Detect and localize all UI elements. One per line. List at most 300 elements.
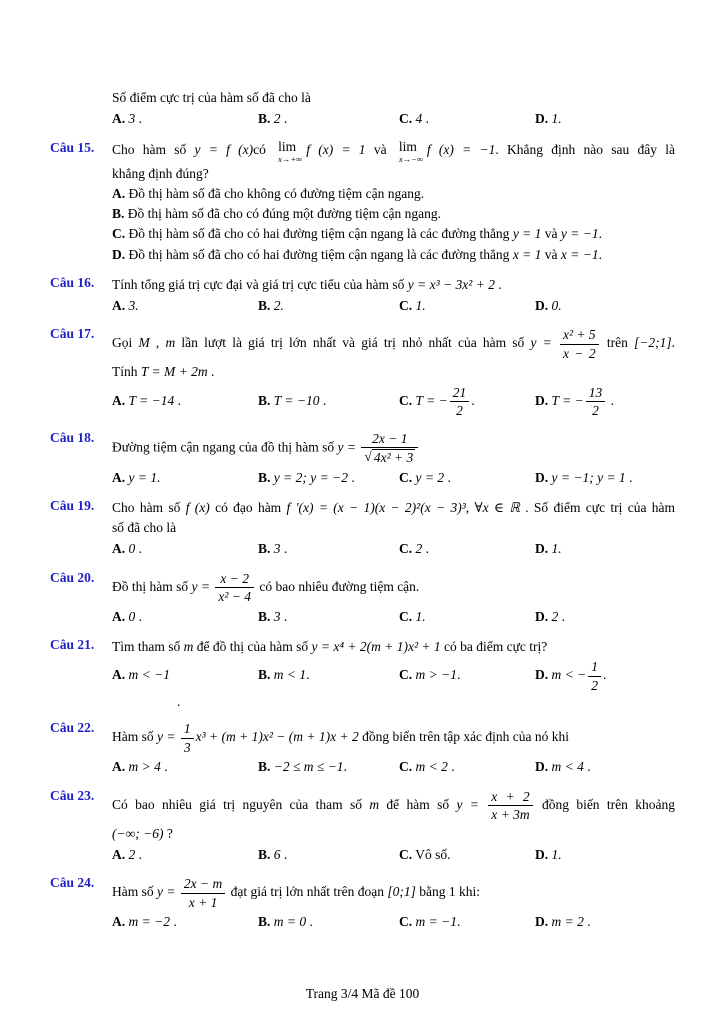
option-A	[112, 184, 675, 204]
option-letter: B.	[258, 759, 271, 775]
math-run: m	[183, 638, 194, 654]
denominator	[560, 345, 599, 362]
math-run: 0	[128, 608, 136, 624]
math-run: y =	[157, 884, 179, 900]
math-run: M	[138, 335, 150, 351]
math-run: x = −1	[560, 246, 599, 262]
math-run: x² − 4	[218, 589, 252, 605]
math-run: 2	[591, 677, 598, 693]
option-D	[535, 296, 675, 316]
text-run: đồng biến trên tập xác định của nó khi	[358, 729, 570, 745]
denominator	[181, 894, 225, 911]
option-D	[535, 757, 675, 777]
option-letter: C.	[399, 667, 413, 683]
option-B	[258, 539, 399, 559]
math-run: y = x⁴ + 2(m + 1)x² + 1	[311, 638, 441, 654]
math-run: 0	[128, 541, 136, 557]
option-letter: D.	[535, 541, 549, 557]
math-run: 13	[588, 384, 603, 400]
option-C	[399, 665, 535, 685]
text-run: .	[558, 608, 565, 624]
page-footer: Trang 3/4 Mã đề 100	[305, 985, 420, 1001]
text-run: .	[280, 111, 288, 127]
math-run: m < −	[551, 667, 587, 683]
option-letter: B.	[112, 206, 125, 222]
question-text-line	[112, 362, 675, 382]
text-run: .	[319, 392, 327, 408]
math-run: 1.	[415, 298, 426, 314]
text-run: .	[471, 392, 475, 408]
math-run: 2	[273, 111, 281, 127]
denominator	[488, 806, 532, 823]
denominator	[450, 402, 470, 419]
fraction	[215, 571, 254, 605]
math-run: m > −1	[415, 667, 457, 683]
text-run: Đồ thị hàm số đã cho không có đường tiệm cận ngang.	[128, 185, 425, 201]
option-A	[112, 607, 258, 627]
question-number: Câu 16.	[50, 274, 95, 290]
text-run: .	[280, 847, 288, 862]
option-C	[399, 757, 535, 777]
option-letter: D.	[112, 246, 126, 262]
math-run: y = 2	[415, 469, 445, 485]
numerator	[450, 385, 470, 403]
question-text-line	[112, 518, 675, 538]
math-run: m = −2	[128, 914, 170, 930]
question-text-line	[112, 275, 675, 295]
math-run: y =	[456, 796, 487, 812]
math-run: 3	[128, 111, 136, 127]
question-text-line	[112, 498, 675, 518]
math-run: y = f (x)	[194, 141, 254, 157]
option-letter: D.	[535, 759, 549, 775]
option-C	[399, 539, 535, 559]
radicand	[372, 449, 415, 466]
math-run: y =	[337, 439, 360, 455]
option-D	[535, 658, 675, 694]
question-body	[112, 875, 675, 932]
numerator	[215, 571, 254, 589]
math-run: 1.	[551, 541, 562, 557]
options-row	[112, 757, 675, 777]
text-run: trên	[600, 335, 635, 351]
math-run: m > 4	[128, 759, 161, 775]
options-row	[112, 912, 675, 932]
option-C	[399, 468, 535, 488]
question-number: Câu 15.	[50, 139, 95, 155]
text-run: có bao nhiêu đường tiệm cận.	[256, 578, 420, 594]
text-run: đồng biến trên khoảng	[534, 796, 675, 812]
math-run: 2	[456, 403, 463, 419]
text-run: .	[135, 541, 142, 557]
math-run: 3	[183, 739, 191, 755]
text-run: .	[671, 335, 676, 351]
option-B	[112, 204, 675, 224]
option-letter: C.	[399, 608, 413, 624]
option-D	[535, 384, 675, 420]
math-run: 1.	[551, 111, 562, 127]
option-letter: A.	[112, 667, 126, 683]
text-run: .	[160, 759, 168, 775]
stray-text: .	[177, 694, 181, 710]
math-run: 1.	[415, 608, 426, 624]
math-run: x + 2	[491, 788, 530, 804]
text-run: để hàm số	[379, 796, 457, 812]
option-A	[112, 109, 258, 129]
text-run: .	[306, 667, 310, 683]
text-run: .	[444, 469, 451, 485]
math-run: T = −10	[273, 392, 320, 408]
limit-subscript: x→+∞	[278, 153, 303, 164]
option-letter: D.	[535, 914, 549, 930]
option-letter: C.	[112, 226, 126, 242]
option-letter: A.	[112, 392, 126, 408]
text-run: có	[253, 141, 275, 157]
fraction	[361, 431, 418, 466]
options-row	[112, 658, 675, 694]
math-run: 1	[183, 721, 191, 737]
text-run: lần lượt là giá trị lớn nhất và giá trị nhỏ nhất của hàm số	[175, 335, 531, 351]
option-letter: B.	[258, 667, 271, 683]
text-run: Đồ thị hàm số	[112, 578, 192, 594]
math-run: x² + 5	[562, 327, 596, 343]
radical-sign: √	[364, 449, 372, 465]
math-run: 0.	[551, 298, 562, 314]
option-letter: D.	[535, 847, 549, 862]
question-body	[112, 275, 675, 317]
question-q16	[50, 275, 675, 317]
math-run: f (x) = 1	[306, 141, 366, 157]
question-list	[50, 88, 675, 933]
option-letter: D.	[535, 298, 549, 314]
limit-word: lim	[278, 138, 297, 154]
limit-operator	[278, 140, 302, 164]
options-row	[112, 109, 675, 129]
question-q24	[50, 875, 675, 932]
math-run: x − 2	[220, 570, 249, 586]
math-run: f (x)	[185, 499, 210, 515]
text-run: và	[365, 141, 395, 157]
text-run: . Số điểm cực trị của hàm	[519, 499, 676, 515]
math-run: T = −14	[128, 392, 175, 408]
text-run: ?	[163, 825, 173, 841]
text-run: khẳng định đúng?	[112, 165, 209, 181]
math-run: 21	[452, 384, 467, 400]
text-run: Đồ thị hàm số đã cho có hai đường tiệm cận ngang là các đường thẳng	[128, 226, 513, 242]
fraction	[588, 659, 601, 693]
math-run: m < 1	[273, 667, 307, 683]
option-letter: C.	[399, 469, 413, 485]
question-q22	[50, 720, 675, 777]
option-A	[112, 757, 258, 777]
question-text-line	[112, 326, 675, 362]
text-run: Cho hàm số	[112, 141, 195, 157]
text-run: Tính	[112, 364, 141, 380]
text-run: .	[583, 914, 591, 930]
text-run: .	[343, 759, 347, 775]
options-row	[112, 468, 675, 488]
text-run: .	[207, 364, 215, 380]
text-run: và	[541, 246, 561, 262]
math-run: m = 0	[273, 914, 307, 930]
option-D	[535, 109, 675, 129]
option-C	[399, 109, 535, 129]
option-B	[258, 845, 399, 865]
text-run: .	[447, 759, 455, 775]
question-text-line	[112, 164, 675, 184]
option-letter: A.	[112, 111, 126, 127]
fraction	[450, 385, 470, 419]
text-run: Cho hàm số	[112, 499, 186, 515]
limit-operator	[399, 140, 423, 164]
numerator	[586, 385, 606, 403]
math-run: m < −1	[128, 667, 170, 683]
math-run: y = −1	[560, 226, 599, 242]
math-run: x³ + (m + 1)x² − (m + 1)x + 2	[195, 729, 359, 745]
option-letter: D.	[535, 608, 549, 624]
math-run: −2 ≤ m ≤ −1	[273, 759, 344, 775]
text-run: Tính tổng giá trị cực đại và giá trị cực tiểu của hàm số	[112, 276, 408, 292]
numerator	[488, 789, 532, 807]
option-B	[258, 607, 399, 627]
text-run: .	[456, 667, 461, 683]
math-run: 4	[415, 111, 423, 127]
option-D	[112, 245, 675, 265]
text-run: Gọi	[112, 335, 139, 351]
text-run: .	[602, 667, 607, 683]
question-q19	[50, 498, 675, 560]
math-run: 1	[591, 659, 598, 675]
question-number: Câu 18.	[50, 429, 95, 445]
option-letter: C.	[399, 298, 413, 314]
option-letter: C.	[399, 111, 413, 127]
question-text-line	[112, 140, 675, 164]
question-body	[112, 430, 675, 488]
question-text-line	[112, 430, 675, 467]
text-run: bằng 1 khi:	[415, 884, 480, 900]
math-run: 4x² + 3	[373, 450, 414, 466]
text-run: .	[494, 276, 502, 292]
math-run: 2x − 1	[372, 430, 408, 446]
text-run: .	[598, 226, 603, 242]
option-letter: A.	[112, 541, 126, 557]
math-run: 2	[415, 541, 423, 557]
math-run: 2x − m	[183, 876, 223, 892]
option-letter: B.	[258, 608, 271, 624]
numerator	[181, 721, 194, 739]
math-run: 3	[273, 608, 281, 624]
text-run: Hàm số	[112, 729, 157, 745]
math-run: [−2;1]	[634, 335, 672, 351]
option-A	[112, 391, 258, 411]
text-run: đạt giá trị lớn nhất trên đoạn	[227, 884, 388, 900]
option-D	[535, 912, 675, 932]
option-letter: B.	[258, 392, 271, 408]
text-run: Đồ thị hàm số đã cho có đúng một đường tiệm cận ngang.	[127, 206, 442, 222]
math-run: f ′(x) = (x − 1)(x − 2)²(x − 3)³,	[286, 499, 470, 515]
math-run: f (x) = −1	[426, 141, 496, 157]
question-body	[112, 88, 675, 130]
text-run: . Khẳng định nào sau đây là	[495, 141, 675, 157]
math-run: x = 1	[512, 246, 542, 262]
option-letter: A.	[112, 185, 126, 201]
question-text-line	[112, 875, 675, 911]
option-letter: B.	[258, 469, 271, 485]
fraction	[181, 721, 194, 755]
text-run: .	[583, 759, 591, 775]
text-run: Số điểm cực trị của hàm số đã cho là	[112, 90, 311, 105]
question-body	[112, 326, 675, 419]
option-A	[112, 296, 258, 316]
question-q20	[50, 570, 675, 627]
math-run: y = 2; y = −2	[273, 469, 348, 485]
option-A	[112, 539, 258, 559]
question-q18	[50, 430, 675, 488]
text-run: .	[135, 111, 142, 127]
option-B	[258, 912, 399, 932]
limit-word: lim	[398, 138, 417, 154]
math-run: ∀x ∈ ℝ	[474, 499, 520, 515]
option-letter: C.	[399, 914, 413, 930]
option-D	[535, 539, 675, 559]
text-run: Hàm số	[112, 884, 157, 900]
text-run: .	[169, 914, 177, 930]
math-run: 6	[273, 847, 281, 862]
math-run: 1.	[551, 847, 562, 862]
text-run: số đã cho là	[112, 520, 177, 536]
option-letter: B.	[258, 298, 271, 314]
math-run: y = x³ − 3x² + 2	[407, 276, 495, 292]
question-text-line	[112, 788, 675, 824]
option-letter: D.	[535, 667, 549, 683]
text-run: .	[625, 469, 633, 485]
math-run: (−∞; −6)	[112, 825, 164, 841]
option-A	[112, 468, 258, 488]
question-text-line	[112, 720, 675, 756]
text-run: .	[422, 111, 429, 127]
option-A	[112, 912, 258, 932]
question-body	[112, 788, 675, 866]
math-run: 2	[128, 847, 136, 862]
question-body	[112, 140, 675, 265]
math-run: 2	[592, 403, 599, 419]
text-run: Đồ thị hàm số đã cho có hai đường tiệm cận ngang là các đường thẳng	[128, 246, 513, 262]
text-run: .	[306, 914, 313, 930]
text-run: .	[422, 541, 429, 557]
text-run: .	[347, 469, 355, 485]
option-letter: C.	[399, 847, 413, 862]
question-number: Câu 17.	[50, 326, 95, 342]
text-run: để đồ thị của hàm số	[193, 638, 312, 654]
denominator	[215, 588, 254, 605]
text-run: .	[135, 608, 142, 624]
option-D	[535, 607, 675, 627]
text-run: .	[456, 914, 461, 930]
option-A	[112, 845, 258, 865]
math-run: T = M + 2m	[140, 364, 208, 380]
option-letter: D.	[535, 392, 549, 408]
option-letter: B.	[258, 541, 271, 557]
math-run: m	[165, 335, 176, 351]
text-run: .	[135, 847, 142, 862]
math-run: y =	[157, 729, 179, 745]
fraction	[560, 327, 599, 361]
math-run: [0;1]	[387, 884, 416, 900]
text-run: .	[607, 392, 614, 408]
option-B	[258, 665, 399, 685]
text-run: có đạo hàm	[209, 499, 287, 515]
question-text-line	[112, 824, 675, 844]
math-run: y =	[191, 578, 214, 594]
denominator	[181, 739, 194, 756]
option-letter: A.	[112, 298, 126, 314]
question-number: Câu 22.	[50, 720, 95, 736]
option-letter: B.	[258, 111, 271, 127]
denominator	[588, 677, 601, 694]
math-run: y = 1.	[128, 469, 161, 485]
options-row	[112, 539, 675, 559]
option-letter: A.	[112, 608, 126, 624]
option-letter: A.	[112, 469, 126, 485]
option-letter: A.	[112, 759, 126, 775]
question-number: Câu 19.	[50, 497, 95, 513]
fraction	[181, 876, 225, 910]
question-q23	[50, 788, 675, 866]
question-text-line	[112, 637, 675, 657]
option-B	[258, 296, 399, 316]
option-D	[535, 845, 675, 865]
math-run: x + 3m	[491, 807, 530, 823]
text-run: và	[541, 226, 561, 242]
question-body	[112, 570, 675, 627]
option-letter: A.	[112, 847, 126, 862]
option-C	[399, 912, 535, 932]
option-letter: A.	[112, 914, 126, 930]
question-number	[50, 88, 112, 130]
numerator	[588, 659, 601, 677]
question-text-line	[112, 88, 675, 108]
question-number: Câu 20.	[50, 569, 95, 585]
math-run: m	[369, 796, 380, 812]
question-q21	[50, 637, 675, 710]
options-row	[112, 607, 675, 627]
options-row	[112, 845, 675, 865]
option-C	[399, 384, 535, 420]
question-q17	[50, 326, 675, 419]
math-run: x − 2	[562, 345, 596, 361]
options-row	[112, 296, 675, 316]
option-letter: B.	[258, 847, 271, 862]
math-run: T = −	[551, 392, 584, 408]
denominator	[586, 402, 606, 419]
math-run: x + 1	[188, 894, 218, 910]
square-root	[364, 449, 415, 466]
option-C	[399, 607, 535, 627]
math-run: m = −1	[415, 914, 457, 930]
option-letter: D.	[535, 469, 549, 485]
question-number: Câu 23.	[50, 787, 95, 803]
option-B	[258, 109, 399, 129]
text-run: Vô số.	[415, 847, 451, 862]
math-run: y = −1; y = 1	[551, 469, 626, 485]
option-letter: B.	[258, 914, 271, 930]
text-run: Đường tiệm cận ngang của đồ thị hàm số	[112, 439, 338, 455]
option-B	[258, 757, 399, 777]
question-text-line	[112, 570, 675, 606]
numerator	[181, 876, 225, 894]
option-B	[258, 468, 399, 488]
text-run: .	[598, 246, 603, 262]
